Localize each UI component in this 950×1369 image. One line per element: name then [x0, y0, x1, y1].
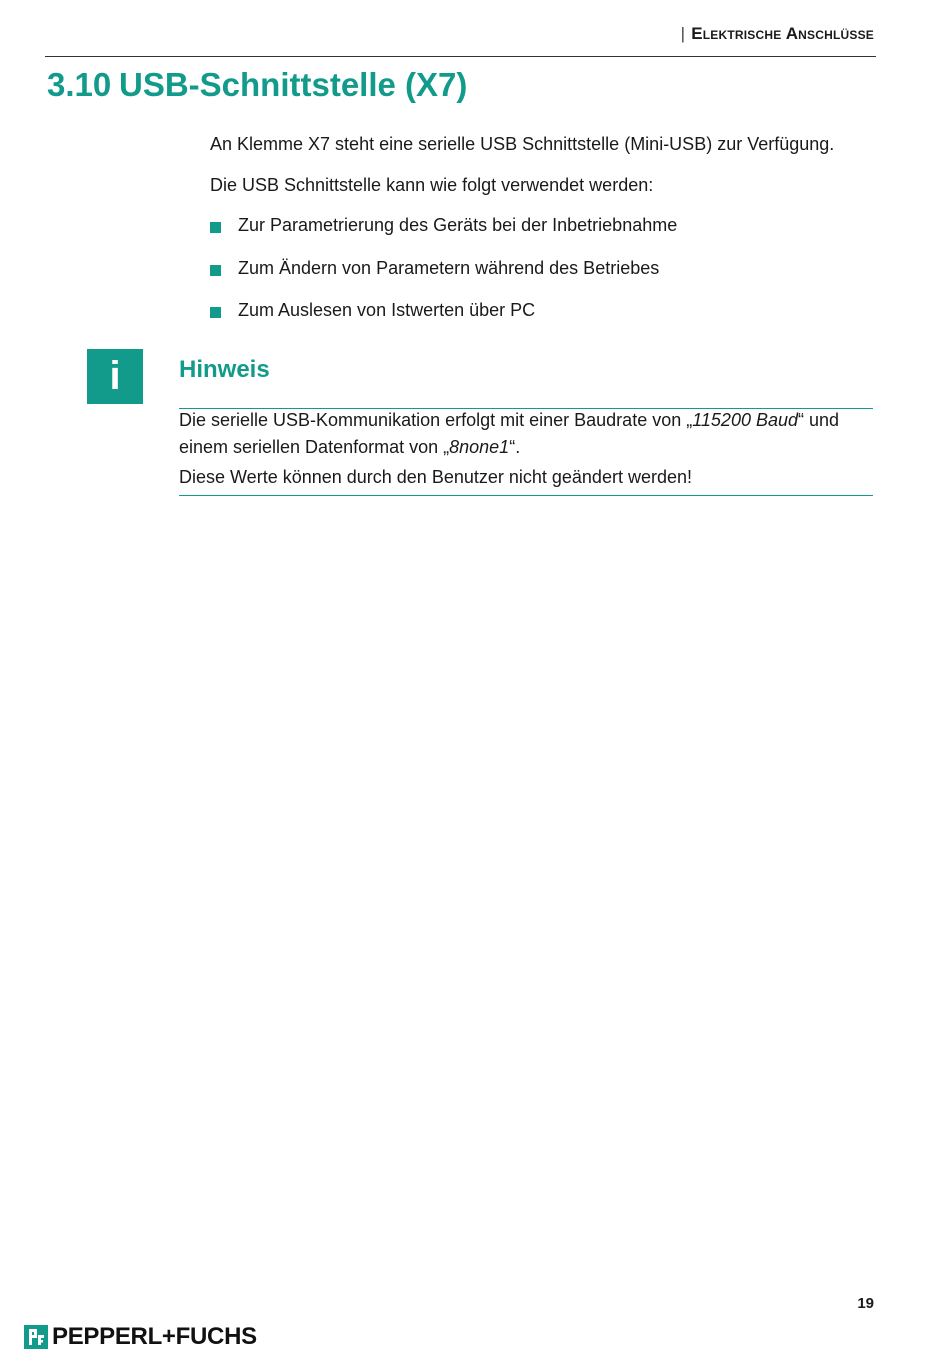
note-text: Die serielle USB-Kommunikation erfolgt mit einer Baudrate von „	[179, 410, 693, 430]
note-line-1	[179, 410, 839, 431]
note-text: “.	[509, 437, 521, 457]
section-heading	[47, 66, 467, 104]
list-item-text: Zum Auslesen von Istwerten über PC	[238, 300, 536, 320]
bullet-square-icon	[210, 222, 221, 233]
intro-paragraph-2: Die USB Schnittstelle kann wie folgt verwendet werden:	[210, 175, 654, 195]
info-icon: i	[87, 349, 143, 404]
header-separator: |	[680, 24, 686, 43]
note-format-value: 8none1	[449, 437, 510, 457]
running-header	[681, 24, 874, 44]
list-item-text: Zum Ändern von Parametern während des Betriebes	[238, 258, 660, 278]
list-item-text: Zur Parametrierung des Geräts bei der Inbetriebnahme	[238, 215, 678, 235]
page-number: 19	[857, 1295, 874, 1312]
note-bottom-rule	[179, 495, 873, 496]
pf-logo-icon	[24, 1325, 48, 1349]
note-text: “ und	[798, 410, 840, 430]
note-line-2	[179, 437, 520, 458]
header-rule	[45, 56, 876, 57]
note-line-3: Diese Werte können durch den Benutzer nicht geändert werden!	[179, 467, 692, 487]
running-header-label: Elektrische Anschlüsse	[691, 24, 874, 43]
bullet-square-icon	[210, 265, 221, 276]
company-logo	[24, 1323, 257, 1351]
intro-paragraph-1: An Klemme X7 steht eine serielle USB Schnittstelle (Mini-USB) zur Verfügung.	[210, 134, 835, 154]
logo-text: PEPPERL+FUCHS	[52, 1323, 257, 1350]
bullet-square-icon	[210, 307, 221, 318]
note-title: Hinweis	[179, 356, 270, 383]
note-top-rule	[179, 408, 873, 409]
note-text: einem seriellen Datenformat von „	[179, 437, 450, 457]
section-title: USB-Schnittstelle (X7)	[119, 66, 468, 103]
section-number: 3.10	[47, 66, 112, 103]
note-baudrate-value: 115200 Baud	[692, 410, 799, 430]
